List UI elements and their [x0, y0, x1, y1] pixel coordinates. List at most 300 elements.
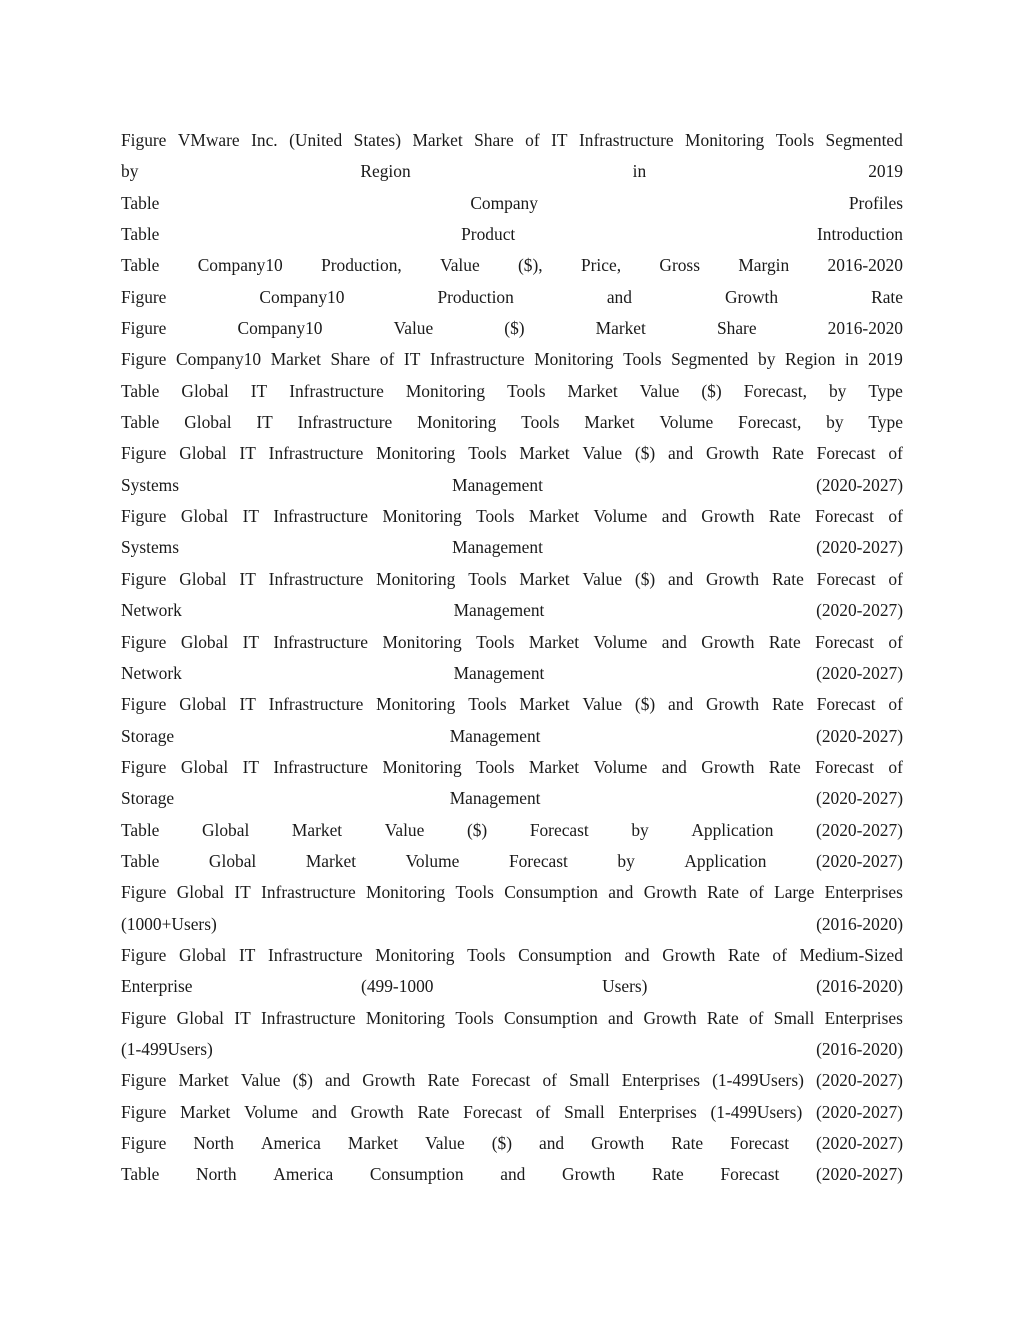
text-line	[121, 564, 903, 595]
word: 2016-2020	[827, 318, 903, 339]
word: Forecast	[730, 1133, 790, 1153]
word: Region	[785, 349, 836, 370]
word: Market	[528, 631, 580, 652]
text-line	[121, 501, 903, 532]
word: Forecast	[815, 756, 875, 777]
word: Consumption	[504, 1007, 598, 1028]
word: Forecast	[816, 694, 876, 715]
word: Application	[691, 819, 774, 840]
word: Management	[453, 600, 545, 621]
word: Table	[121, 192, 160, 213]
word: Infrastructure	[429, 349, 525, 370]
word: Medium-Sized	[799, 944, 903, 965]
word: Value	[240, 1070, 281, 1091]
word: Global	[179, 694, 227, 715]
word: (1-499Users)	[121, 1038, 213, 1059]
word: Value	[582, 443, 623, 464]
word: Figure	[121, 1101, 167, 1122]
word: Consumption	[518, 944, 612, 965]
word: Infrastructure	[297, 412, 393, 433]
word: Market	[412, 130, 463, 150]
word: Growth	[705, 443, 760, 464]
word: (2020-2027)	[816, 474, 903, 495]
word: Figure	[121, 1007, 167, 1028]
word: Rate	[417, 1101, 450, 1122]
text-line	[121, 658, 903, 689]
word: Value	[384, 819, 425, 840]
text-line	[121, 125, 903, 156]
word: IT	[239, 568, 256, 589]
word: Rate	[768, 631, 801, 652]
word: IT	[234, 882, 251, 903]
word: Volume	[593, 506, 648, 527]
word: Rate	[651, 1164, 684, 1185]
word: and	[608, 882, 634, 903]
word: ($)	[634, 568, 656, 589]
word: and	[668, 443, 694, 464]
word: Forecast	[815, 631, 875, 652]
word: IT	[551, 130, 568, 150]
word: Infrastructure	[268, 694, 364, 715]
word: Monitoring	[376, 694, 456, 715]
word: Market	[347, 1133, 399, 1153]
word: of	[888, 506, 903, 527]
word: Enterprises	[621, 1070, 701, 1091]
word: (United	[289, 130, 343, 150]
word: Rate	[427, 1070, 460, 1091]
word: Global	[180, 756, 229, 777]
word: and	[661, 631, 687, 652]
word: Company10	[259, 286, 345, 307]
word: Volume	[405, 850, 460, 871]
word: Volume	[244, 1101, 298, 1122]
word: IT	[234, 1007, 251, 1028]
word: and	[668, 568, 694, 589]
word: Growth	[350, 1101, 404, 1122]
word: of	[379, 349, 395, 370]
word: Tools	[521, 412, 560, 433]
word: Monitoring	[534, 349, 614, 370]
word: Forecast,	[743, 380, 807, 401]
word: Segmented	[825, 130, 903, 150]
word: ($)	[634, 443, 656, 464]
word: Storage	[121, 788, 175, 809]
word: IT	[403, 349, 421, 370]
word: IT	[242, 756, 259, 777]
word: Table	[121, 1164, 160, 1185]
word: Value	[639, 380, 680, 401]
text-line	[121, 783, 903, 814]
text-line	[121, 1003, 903, 1034]
word: ($),	[518, 255, 543, 276]
word: Market	[528, 756, 580, 777]
word: of	[535, 1101, 551, 1122]
word: Management	[449, 725, 541, 746]
word: ($)	[634, 694, 656, 715]
word: Rate	[871, 286, 903, 307]
text-line	[121, 407, 903, 438]
word: Monitoring	[366, 882, 446, 903]
word: Figure	[121, 349, 167, 370]
word: Infrastructure	[260, 1007, 356, 1028]
word: Tools	[476, 506, 515, 527]
word: Infrastructure	[578, 130, 674, 150]
text-line	[121, 344, 903, 375]
word: of	[542, 1070, 557, 1091]
word: Value	[582, 568, 623, 589]
word: (2020-2027)	[816, 1101, 903, 1122]
word: North	[193, 1133, 234, 1153]
word: Infrastructure	[273, 631, 369, 652]
word: Management	[453, 662, 545, 683]
word: Company10	[197, 255, 283, 276]
word: and	[661, 756, 687, 777]
word: Tools	[468, 568, 507, 589]
word: Rate	[707, 882, 739, 903]
word: Table	[121, 850, 160, 871]
word: IT	[238, 944, 256, 965]
word: Production	[437, 286, 514, 307]
word: Monitoring	[685, 130, 765, 150]
word: IT	[239, 443, 256, 464]
word: Figure	[121, 631, 167, 652]
word: (2016-2020)	[816, 1038, 903, 1059]
word: Infrastructure	[261, 882, 356, 903]
word: and	[661, 506, 687, 527]
word: of	[888, 631, 903, 652]
text-line	[121, 971, 903, 1002]
word: Tools	[507, 380, 546, 401]
word: Global	[208, 850, 257, 871]
word: of	[888, 568, 903, 589]
word: (499-1000	[361, 976, 434, 997]
word: Monitoring	[405, 380, 486, 401]
word: Figure	[121, 568, 167, 589]
word: Market	[178, 1070, 229, 1091]
word: America	[260, 1133, 321, 1153]
text-line	[121, 313, 903, 344]
word: Infrastructure	[273, 506, 369, 527]
word: Network	[121, 662, 182, 683]
word: Forecast	[529, 819, 589, 840]
word: Region	[360, 161, 411, 182]
word: Volume	[593, 756, 648, 777]
word: Small	[564, 1101, 605, 1122]
word: Figure	[121, 443, 167, 464]
word: Management	[452, 474, 543, 495]
word: Small	[569, 1070, 610, 1091]
word: Small	[773, 1007, 815, 1028]
word: ($)	[466, 819, 488, 840]
word: and	[606, 286, 632, 307]
word: 2016-2020	[827, 255, 903, 276]
text-line	[121, 627, 903, 658]
word: (2020-2027)	[816, 819, 903, 840]
word: (2020-2027)	[816, 662, 903, 683]
word: Tools	[455, 882, 494, 903]
word: Tools	[623, 349, 662, 370]
word: ($)	[491, 1133, 512, 1153]
word: Growth	[724, 286, 779, 307]
word: Network	[121, 600, 182, 621]
word: Monitoring	[382, 631, 462, 652]
word: Monitoring	[375, 944, 455, 965]
word: Type	[868, 412, 903, 433]
word: by	[617, 850, 635, 871]
word: Tools	[468, 694, 507, 715]
word: Market	[270, 349, 321, 370]
text-line	[121, 219, 903, 250]
word: Global	[179, 944, 227, 965]
word: Growth	[662, 944, 716, 965]
word: Tools	[476, 756, 515, 777]
word: Monitoring	[417, 412, 497, 433]
word: Growth	[643, 1007, 697, 1028]
word: IT	[239, 694, 256, 715]
word: Infrastructure	[268, 443, 364, 464]
word: Rate	[768, 506, 801, 527]
word: Rate	[771, 443, 804, 464]
word: Segmented	[671, 349, 749, 370]
word: Forecast	[720, 1164, 780, 1185]
text-line	[121, 752, 903, 783]
word: Growth	[643, 882, 697, 903]
word: Growth	[362, 1070, 416, 1091]
word: Market	[305, 850, 357, 871]
word: Figure	[121, 694, 167, 715]
word: Production,	[321, 255, 402, 276]
word: Growth	[705, 694, 760, 715]
word: Forecast	[508, 850, 568, 871]
text-line	[121, 877, 903, 908]
word: ($)	[292, 1070, 313, 1091]
word: Systems	[121, 537, 179, 558]
word: Rate	[727, 944, 760, 965]
word: Global	[184, 412, 232, 433]
word: Market	[567, 380, 618, 401]
text-line	[121, 438, 903, 469]
word: Management	[449, 788, 541, 809]
word: Company10	[237, 318, 323, 339]
word: Introduction	[817, 224, 903, 245]
word: Margin	[738, 255, 790, 276]
word: Enterprise	[121, 976, 193, 997]
word: Type	[868, 380, 903, 401]
word: Large	[774, 882, 815, 903]
word: Storage	[121, 725, 175, 746]
word: of	[888, 443, 903, 464]
word: Users)	[602, 976, 648, 997]
word: Infrastructure	[273, 756, 369, 777]
text-line	[121, 1065, 903, 1096]
word: Forecast	[463, 1101, 523, 1122]
word: (2016-2020)	[816, 913, 903, 934]
word: Management	[452, 537, 543, 558]
word: Market	[528, 506, 580, 527]
word: Table	[121, 224, 160, 245]
text-line	[121, 595, 903, 626]
word: Rate	[771, 694, 804, 715]
word: (1-499Users)	[712, 1070, 804, 1091]
word: Monitoring	[365, 1007, 446, 1028]
text-line	[121, 188, 903, 219]
word: Value	[582, 694, 623, 715]
word: Growth	[701, 631, 755, 652]
word: Consumption	[369, 1164, 464, 1185]
text-line	[121, 470, 903, 501]
word: Market	[519, 443, 570, 464]
word: IT	[242, 631, 259, 652]
word: (1000+Users)	[121, 913, 217, 934]
word: Value	[393, 318, 434, 339]
word: Tools	[476, 631, 515, 652]
word: IT	[250, 380, 268, 401]
word: Global	[180, 631, 229, 652]
word: Figure	[121, 882, 167, 903]
word: Infrastructure	[268, 568, 364, 589]
word: of	[525, 130, 540, 150]
word: 2019	[868, 349, 903, 370]
text-line	[121, 1097, 903, 1128]
word: North	[196, 1164, 237, 1185]
word: (2020-2027)	[816, 788, 903, 809]
word: (2020-2027)	[816, 1164, 903, 1185]
word: and	[311, 1101, 337, 1122]
word: Infrastructure	[268, 944, 363, 965]
word: Figure	[121, 944, 167, 965]
word: Table	[121, 380, 160, 401]
word: and	[538, 1133, 565, 1153]
word: by	[631, 819, 649, 840]
word: (2020-2027)	[816, 1070, 903, 1091]
word: and	[624, 944, 650, 965]
word: and	[500, 1164, 526, 1185]
word: IT	[242, 506, 259, 527]
word: Figure	[121, 506, 167, 527]
word: Figure	[121, 756, 167, 777]
word: Infrastructure	[289, 380, 384, 401]
word: Share	[716, 318, 757, 339]
word: Market	[180, 1101, 231, 1122]
word: Table	[121, 819, 160, 840]
word: Share	[474, 130, 514, 150]
word: 2019	[868, 161, 903, 182]
word: Forecast	[815, 506, 875, 527]
text-line	[121, 1159, 903, 1190]
word: Forecast	[471, 1070, 531, 1091]
word: Enterprises	[824, 1007, 903, 1028]
word: (2020-2027)	[816, 537, 903, 558]
word: of	[749, 882, 764, 903]
word: Share	[330, 349, 371, 370]
word: IT	[256, 412, 273, 433]
word: Figure	[121, 286, 167, 307]
word: Inc.	[251, 130, 278, 150]
word: of	[772, 944, 787, 965]
word: Rate	[671, 1133, 704, 1153]
word: America	[273, 1164, 334, 1185]
text-line	[121, 156, 903, 187]
word: Growth	[705, 568, 760, 589]
word: Forecast	[816, 443, 876, 464]
word: States)	[353, 130, 401, 150]
word: by	[121, 161, 139, 182]
word: Global	[180, 506, 229, 527]
word: Figure	[121, 1070, 167, 1091]
word: Growth	[701, 756, 755, 777]
word: of	[748, 1007, 764, 1028]
word: Systems	[121, 474, 179, 495]
word: Company	[470, 192, 538, 213]
word: Market	[291, 819, 343, 840]
word: Global	[181, 380, 229, 401]
word: ($)	[504, 318, 525, 339]
word: Product	[461, 224, 516, 245]
text-line	[121, 250, 903, 281]
word: Global	[179, 443, 227, 464]
word: (2020-2027)	[816, 1133, 903, 1153]
word: Tools	[467, 944, 506, 965]
word: Market	[584, 412, 635, 433]
word: of	[888, 694, 903, 715]
word: ($)	[701, 380, 722, 401]
word: in	[844, 349, 859, 370]
word: by	[828, 380, 847, 401]
word: Profiles	[848, 192, 903, 213]
word: Monitoring	[376, 568, 456, 589]
text-line	[121, 721, 903, 752]
word: (2020-2027)	[816, 725, 903, 746]
word: Market	[595, 318, 646, 339]
word: Figure	[121, 130, 167, 150]
word: (2016-2020)	[816, 976, 903, 997]
word: (1-499Users)	[710, 1101, 803, 1122]
word: Company10	[176, 349, 262, 370]
word: and	[324, 1070, 351, 1091]
word: Tools	[468, 443, 507, 464]
word: Forecast,	[738, 412, 802, 433]
word: Volume	[659, 412, 714, 433]
word: Tools	[775, 130, 815, 150]
word: (2020-2027)	[816, 600, 903, 621]
word: Market	[519, 694, 570, 715]
word: Monitoring	[382, 506, 462, 527]
text-line	[121, 689, 903, 720]
word: Market	[519, 568, 570, 589]
word: VMware	[177, 130, 240, 150]
word: Rate	[768, 756, 801, 777]
word: Global	[176, 1007, 225, 1028]
text-line	[121, 846, 903, 877]
word: Gross	[659, 255, 700, 276]
text-line	[121, 282, 903, 313]
text-line	[121, 1128, 903, 1159]
document-body	[121, 125, 903, 1191]
word: Value	[440, 255, 480, 276]
word: Enterprises	[618, 1101, 697, 1122]
word: (2020-2027)	[816, 850, 903, 871]
word: in	[632, 161, 647, 182]
word: Global	[176, 882, 225, 903]
word: Price,	[580, 255, 622, 276]
word: Value	[425, 1133, 465, 1153]
word: and	[608, 1007, 634, 1028]
word: Tools	[455, 1007, 494, 1028]
text-line	[121, 1034, 903, 1065]
word: Figure	[121, 318, 167, 339]
text-line	[121, 909, 903, 940]
word: Application	[684, 850, 767, 871]
